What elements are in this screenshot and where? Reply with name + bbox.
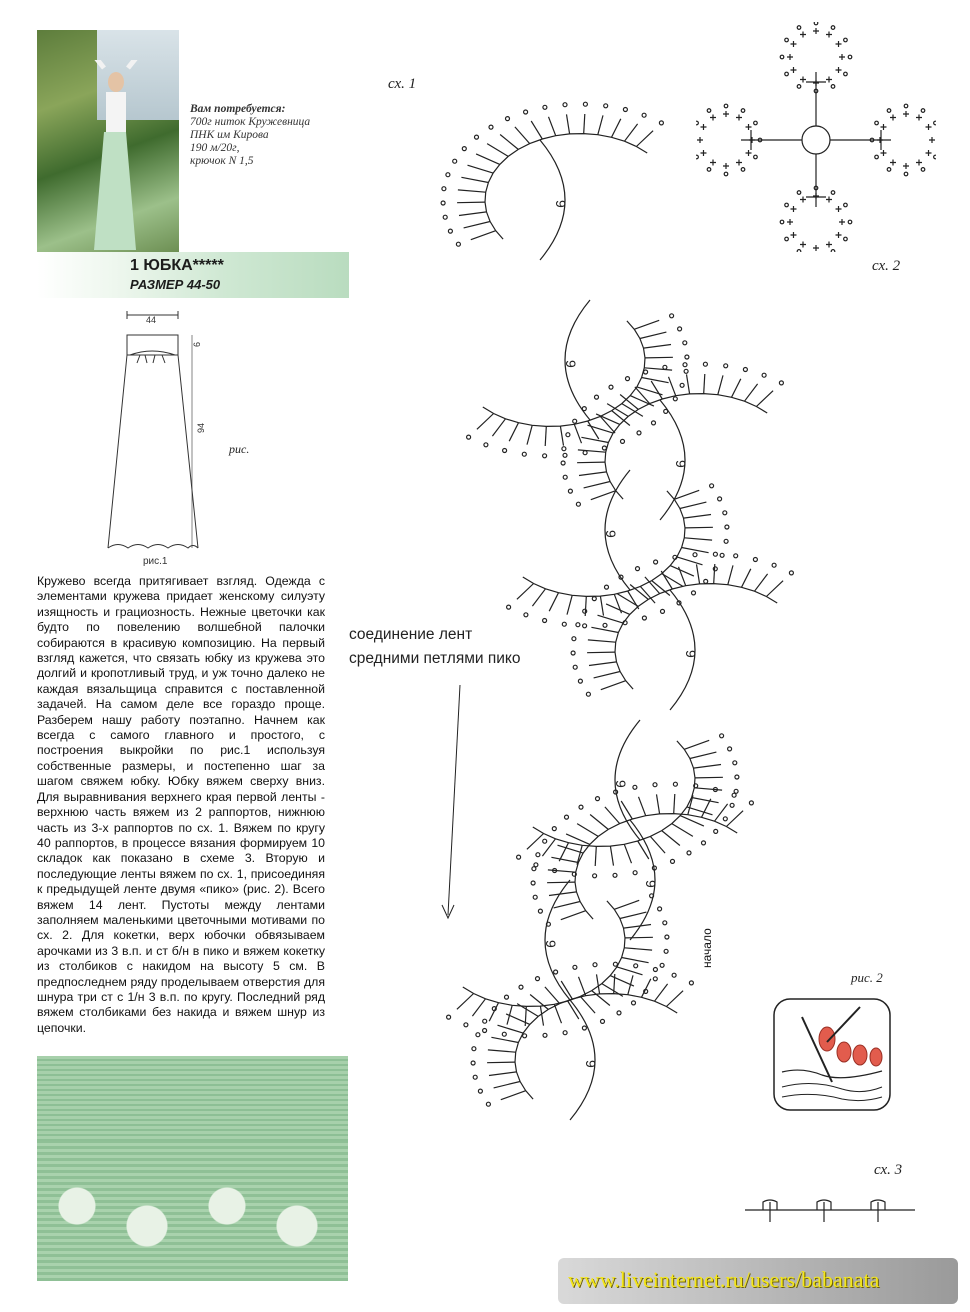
source-url-banner[interactable] <box>558 1258 958 1304</box>
materials-line: ПНК им Кирова <box>190 129 269 141</box>
ris-label: рис. <box>229 442 250 456</box>
article-paragraph: Кружево всегда притягивает взгляд. Одежда с элементами кружева придает женскому силуэту изящность и грациозность. Нежные цветочки как будто по повелению волшебной палочки собираются в красивую композицию. На первый взгляд кажется, что связать юбку из кружева это долгий и кропотливый труд, и уж точно далеко не каждая вязальщица справится с поставленной задачей. На самом деле все гораздо проще. Разберем нашу работу поэтапно. Начнем как всегда с самого главного и простого, с построения выкройки по рис.1 используя собственные размеры, и постепенно шаг за шагом свяжем юбку. Юбку вяжем сверху вниз. Для выравнивания верхнего края первой ленты - верхнюю часть вяжем из 2 раппортов, нижнюю часть из 3-х раппортов по сх. 1. Вяжем по кругу 40 раппортов, в процессе вязания формируем 10 складок как показано в схеме 3. Вторую и последующие ленты вяжем по сх. 1, присоединяя к предыдущей ленте двумя «пико» (рис. 2). Всего вяжем 14 лент. Пустоты между лентами заполняем маленькими цветочными мотивами по сх. 2. Для кокетки, верх юбочки обвязываем арочками из 3 в.п. и ст б/н в пико и вяжем кокетку из столбиков с накидом на высоту 5 см. В предпоследнем ряду проделываем отверстия для шнура три ст с 1/н 3 в.п. по кругу. Последний ряд вяжем столбиками без накида и вяжем шнур из цепочки. <box>37 574 325 1035</box>
width-label: 44 <box>146 315 157 325</box>
model-photo <box>37 30 179 252</box>
motif-chain-count: 9 <box>683 650 699 658</box>
figure1-caption: рис.1 <box>143 556 168 567</box>
materials-line: 190 м/20г, <box>190 142 240 154</box>
scheme1-label: сх. 1 <box>388 76 417 92</box>
motif-chain-count: 9 <box>583 1060 599 1068</box>
source-url[interactable]: www.liveinternet.ru/users/babanata <box>568 1267 880 1292</box>
materials-heading: Вам потребуется: <box>190 103 286 115</box>
motif-chain-count: 9 <box>543 940 559 948</box>
start-label: начало <box>700 928 714 968</box>
motif-chain-count: 9 <box>603 530 619 538</box>
connection-note: соединение лент средними петлями пико <box>349 626 521 667</box>
size-label: РАЗМЕР 44-50 <box>130 277 221 292</box>
motif-chain-count: 9 <box>643 880 659 888</box>
materials-line: крючок N 1,5 <box>190 155 254 167</box>
motif-chain-count: 9 <box>673 460 689 468</box>
band-label: 6 <box>192 341 202 347</box>
skirt-pattern-drawing <box>100 305 230 565</box>
materials-list <box>190 103 340 168</box>
folds-diagram <box>745 1196 915 1224</box>
materials-line: 700г ниток Кружевница <box>190 116 311 128</box>
lace-closeup-photo <box>37 1056 348 1281</box>
motif-chain-count: 9 <box>613 780 629 788</box>
length-label: 94 <box>196 422 206 433</box>
motif-chain-count: 9 <box>553 200 569 208</box>
article-title: 1 ЮБКА***** <box>130 257 224 274</box>
figure2-label: рис. 2 <box>851 970 883 985</box>
hook-illustration <box>772 997 892 1112</box>
model-figure <box>92 60 138 250</box>
article-body <box>37 574 325 1036</box>
scheme2-label: сх. 2 <box>872 258 901 274</box>
scheme3-label: сх. 3 <box>874 1162 903 1178</box>
motif-chain-count: 9 <box>563 360 579 368</box>
